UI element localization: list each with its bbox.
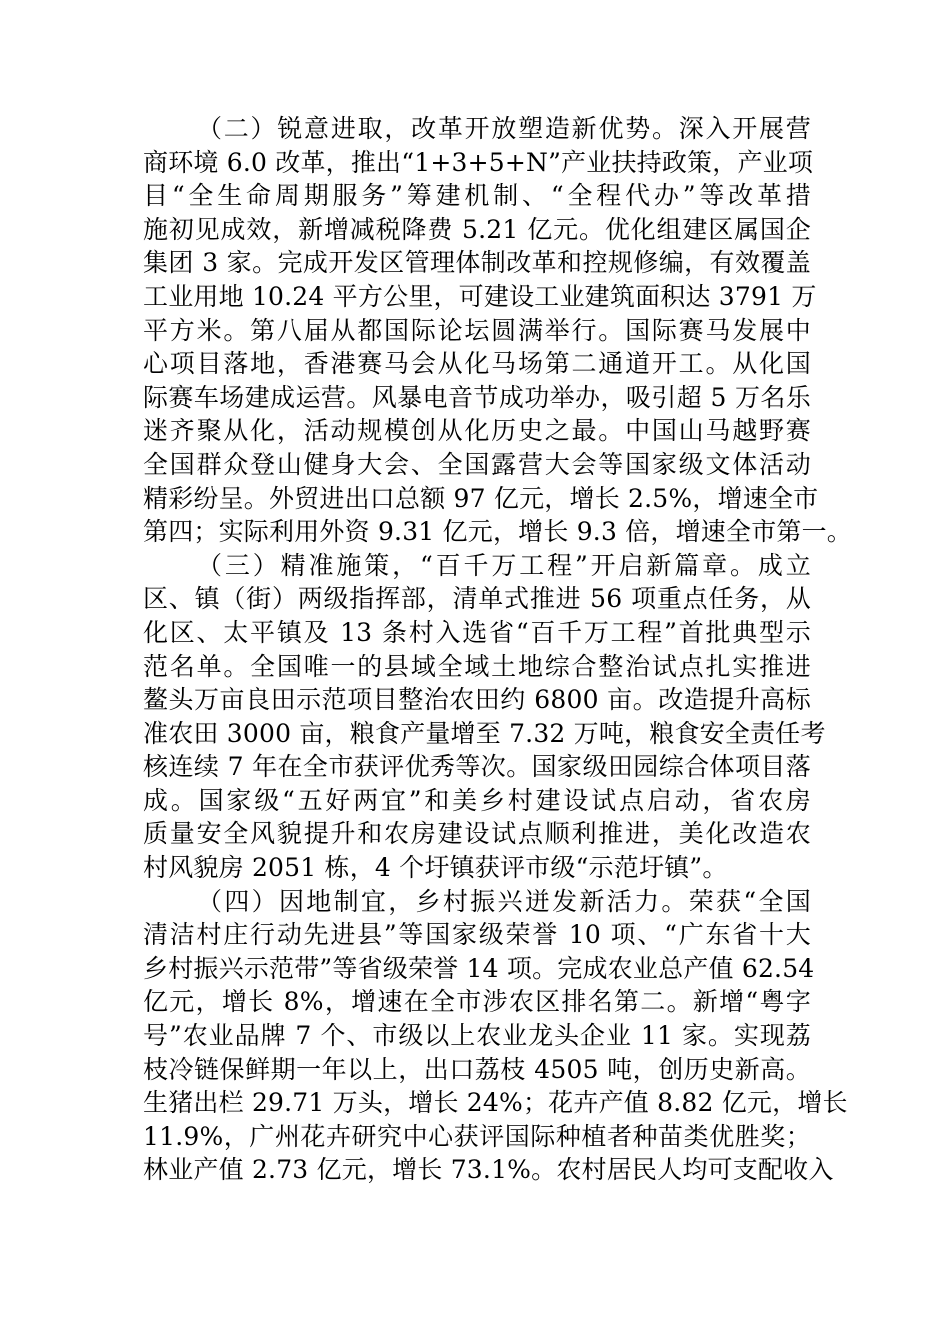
paragraph-line: 平方米。第八届从都国际论坛圆满举行。国际赛马发展中 [143, 315, 811, 345]
paragraph-reform-opening [143, 112, 853, 549]
paragraph-line: 质量安全风貌提升和农房建设试点顺利推进，美化改造农 [143, 819, 811, 849]
paragraph-line: 核连续 7 年在全市获评优秀等次。国家级田园综合体项目落 [143, 752, 811, 782]
paragraph-line: 清洁村庄行动先进县”等国家级荣誉 10 项、“广东省十大 [143, 920, 811, 950]
document-body [143, 112, 853, 1187]
paragraph-line: 商环境 6.0 改革，推出“1+3+5+N”产业扶持政策，产业项 [143, 147, 814, 177]
paragraph-line: 区、镇（街）两级指挥部，清单式推进 56 项重点任务，从 [143, 584, 811, 614]
paragraph-line: （三）精准施策，“百千万工程”开启新篇章。成立 [197, 550, 811, 580]
paragraph-line: 鳌头万亩良田示范项目整治农田约 6800 亩。改造提升高标 [143, 685, 811, 715]
paragraph-line: 范名单。全国唯一的县域全域土地综合整治试点扎实推进 [143, 651, 811, 681]
paragraph-line: 目“全生命周期服务”筹建机制、“全程代办”等改革措 [143, 181, 811, 211]
paragraph-line: 11.9%，广州花卉研究中心获评国际种植者种苗类优胜奖； [143, 1121, 811, 1151]
paragraph-line: 工业用地 10.24 平方公里，可建设工业建筑面积达 3791 万 [143, 281, 817, 311]
paragraph-line: 准农田 3000 亩，粮食产量增至 7.32 万吨，粮食安全责任考 [143, 718, 826, 748]
paragraph-line: （四）因地制宜，乡村振兴迸发新活力。荣获“全国 [197, 886, 811, 916]
paragraph-line: 化区、太平镇及 13 条村入选省“百千万工程”首批典型示 [143, 617, 811, 647]
paragraph-line: 村风貌房 2051 栋，4 个圩镇获评市级“示范圩镇”。 [143, 853, 728, 883]
paragraph-line: 第四；实际利用外资 9.31 亿元，增长 9.3 倍，增速全市第一。 [143, 517, 853, 547]
paragraph-line: 亿元，增长 8%，增速在全市涉农区排名第二。新增“粤字 [143, 987, 811, 1017]
paragraph-line: 号”农业品牌 7 个、市级以上农业龙头企业 11 家。实现荔 [143, 1021, 811, 1051]
paragraph-rural-revitalization [143, 885, 848, 1187]
paragraph-line: 枝冷链保鲜期一年以上，出口荔枝 4505 吨，创历史新高。 [143, 1054, 811, 1084]
paragraph-line: 生猪出栏 29.71 万头，增长 24%；花卉产值 8.82 亿元，增长 [143, 1088, 848, 1118]
paragraph-line: （二）锐意进取，改革开放塑造新优势。深入开展营 [197, 114, 811, 143]
paragraph-line: 迷齐聚从化，活动规模创从化历史之最。中国山马越野赛 [143, 416, 811, 446]
paragraph-line: 全国群众登山健身大会、全国露营大会等国家级文体活动 [143, 449, 811, 479]
paragraph-line: 心项目落地，香港赛马会从化马场第二通道开工。从化国 [143, 349, 811, 379]
paragraph-line: 际赛车场建成运营。风暴电音节成功举办，吸引超 5 万名乐 [143, 382, 811, 412]
paragraph-line: 集团 3 家。完成开发区管理体制改革和控规修编，有效覆盖 [143, 248, 811, 278]
paragraph-hundred-thousand-project [143, 549, 826, 885]
paragraph-line: 林业产值 2.73 亿元，增长 73.1%。农村居民人均可支配收入 [143, 1155, 834, 1185]
paragraph-line: 施初见成效，新增减税降费 5.21 亿元。优化组建区属国企 [143, 214, 811, 244]
paragraph-line: 精彩纷呈。外贸进出口总额 97 亿元，增长 2.5%，增速全市 [143, 483, 819, 513]
paragraph-line: 成。国家级“五好两宜”和美乡村建设试点启动，省农房 [143, 785, 811, 815]
paragraph-line: 乡村振兴示范带”等省级荣誉 14 项。完成农业总产值 62.54 [143, 953, 815, 983]
